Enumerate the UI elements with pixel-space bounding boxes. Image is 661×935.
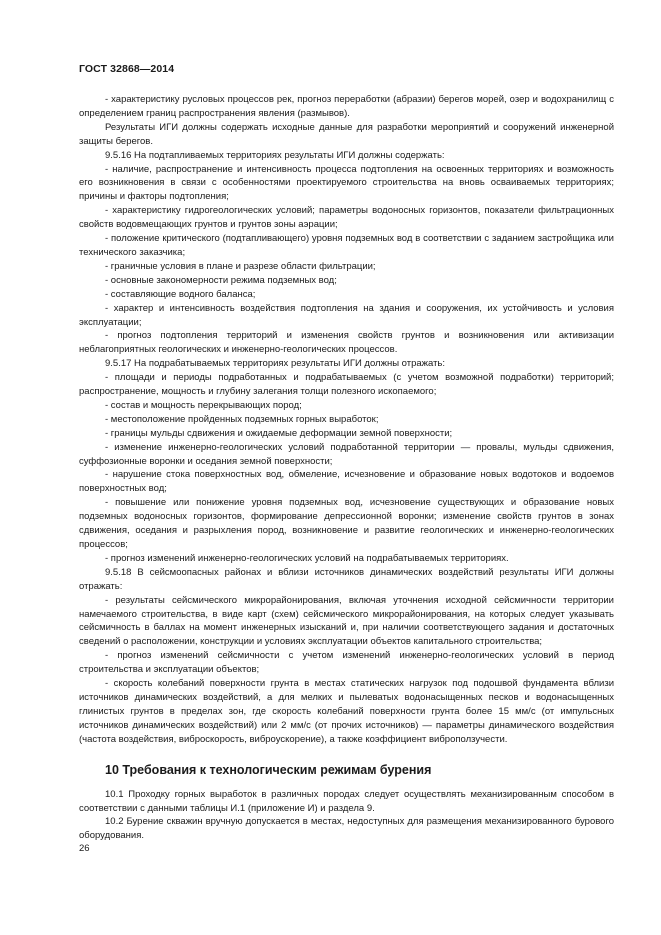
paragraph: - площади и периоды подработанных и подрабатываемых (с учетом возможной подработки) территорий; распространение, мощность и глубину залегания толщи полезного ископаемого; bbox=[79, 372, 614, 398]
paragraph: 10.1 Проходку горных выработок в различных породах следует осуществлять механизированным способом в соответствии с данными таблицы И.1 (приложение И) и раздела 9. bbox=[79, 788, 614, 814]
paragraph: - состав и мощность перекрывающих пород; bbox=[105, 399, 302, 411]
paragraph: 10.2 Бурение скважин вручную допускается в местах, недоступных для размещения механизированного бурового оборудования. bbox=[79, 816, 614, 842]
paragraph: - границы мульды сдвижения и ожидаемые деформации земной поверхности; bbox=[105, 427, 453, 439]
paragraph: - характер и интенсивность воздействия подтопления на здания и сооружения, их устойчивость и условия эксплуатации; bbox=[79, 302, 614, 328]
paragraph: - основные закономерности режима подземных вод; bbox=[105, 274, 337, 286]
paragraph: - прогноз изменений инженерно-геологических условий на подрабатываемых территориях. bbox=[105, 552, 509, 564]
section-title: 10 Требования к технологическим режимам бурения bbox=[105, 762, 432, 777]
paragraph: - граничные условия в плане и разрезе области фильтрации; bbox=[105, 260, 376, 272]
paragraph: 9.5.16 На подтапливаемых территориях результаты ИГИ должны содержать: bbox=[105, 149, 445, 161]
paragraph: - изменение инженерно-геологических условий подработанной территории — провалы, мульды сдвижения, суффозионные воронки и оседания земной поверхности; bbox=[79, 441, 614, 467]
paragraph: Результаты ИГИ должны содержать исходные данные для разработки мероприятий и сооружений инженерной защиты берегов. bbox=[79, 121, 614, 147]
paragraph: - повышение или понижение уровня подземных вод, исчезновение существующих и образование новых подземных водоносных горизонтов, формирование депрессионной воронки; изменение свойств грунтов в зонах сдвижения, оседания и разрыхления пород, возникновение и развитие геологических и инженерно-геологических процессов; bbox=[79, 497, 614, 550]
paragraph: - скорость колебаний поверхности грунта в местах статических нагрузок под подошвой фундамента вблизи источников динамических воздействий, а для мелких и пылеватых водонасыщенных песков и водонасыщенных глинистых грунтов в пределах зон, где скорость колебаний поверхности грунта более 15 мм/с (от импульсных источников динамических воздействий) или 2 мм/с (от прочих источников) — параметры динамического воздействия (частота воздействия, виброскорость, виброускорение), а также коэффициент виброползучести. bbox=[79, 678, 614, 745]
paragraph: - характеристику гидрогеологических условий; параметры водоносных горизонтов, показатели фильтрационных свойств водовмещающих грунтов и грунтов зоны аэрации; bbox=[79, 205, 614, 231]
paragraph: - характеристику русловых процессов рек, прогноз переработки (абразии) берегов морей, озер и водохранилищ с определением границ распространения явления (размывов). bbox=[79, 94, 614, 119]
document-body bbox=[79, 93, 614, 843]
paragraph: - прогноз изменений сейсмичности с учетом изменений инженерно-геологических условий в период строительства и эксплуатации объектов; bbox=[79, 650, 614, 676]
paragraph: 9.5.17 На подрабатываемых территориях результаты ИГИ должны отражать: bbox=[105, 358, 446, 370]
paragraph: - наличие, распространение и интенсивность процесса подтопления на освоенных территориях и возможность его возникновения в связи с особенностями проектируемого строительства на вновь осваиваемых территориях; причины и факторы подтопления; bbox=[79, 163, 614, 203]
paragraph: - составляющие водного баланса; bbox=[105, 288, 256, 300]
document-header: ГОСТ 32868—2014 bbox=[79, 63, 175, 75]
paragraph: - нарушение стока поверхностных вод, обмеление, исчезновение и образование новых водотоков и водоемов поверхностных вод; bbox=[79, 469, 614, 495]
paragraph: - положение критического (подтапливающего) уровня подземных вод в соответствии с заданием застройщика или технического заказчика; bbox=[79, 233, 614, 258]
paragraph: - местоположение пройденных подземных горных выработок; bbox=[105, 413, 379, 425]
paragraph: - прогноз подтопления территорий и изменения свойств грунтов и возникновения или активизации неблагоприятных геологических и инженерно-геологических процессов. bbox=[79, 330, 614, 356]
page-number: 26 bbox=[79, 843, 90, 854]
paragraph: 9.5.18 В сейсмоопасных районах и вблизи источников динамических воздействий результаты ИГИ должны отражать: bbox=[79, 566, 614, 592]
paragraph: - результаты сейсмического микрорайонирования, включая уточнения исходной сейсмичности территории намечаемого строительства, в виде карт (схем) сейсмического микрорайонирования, на которых следует указывать сейсмичность в баллах на момент инженерных изысканий и, при наличии соответствующего задания и достаточных сведений о расположении, конструкции и условиях эксплуатации объектов капитального строительства; bbox=[79, 594, 614, 648]
